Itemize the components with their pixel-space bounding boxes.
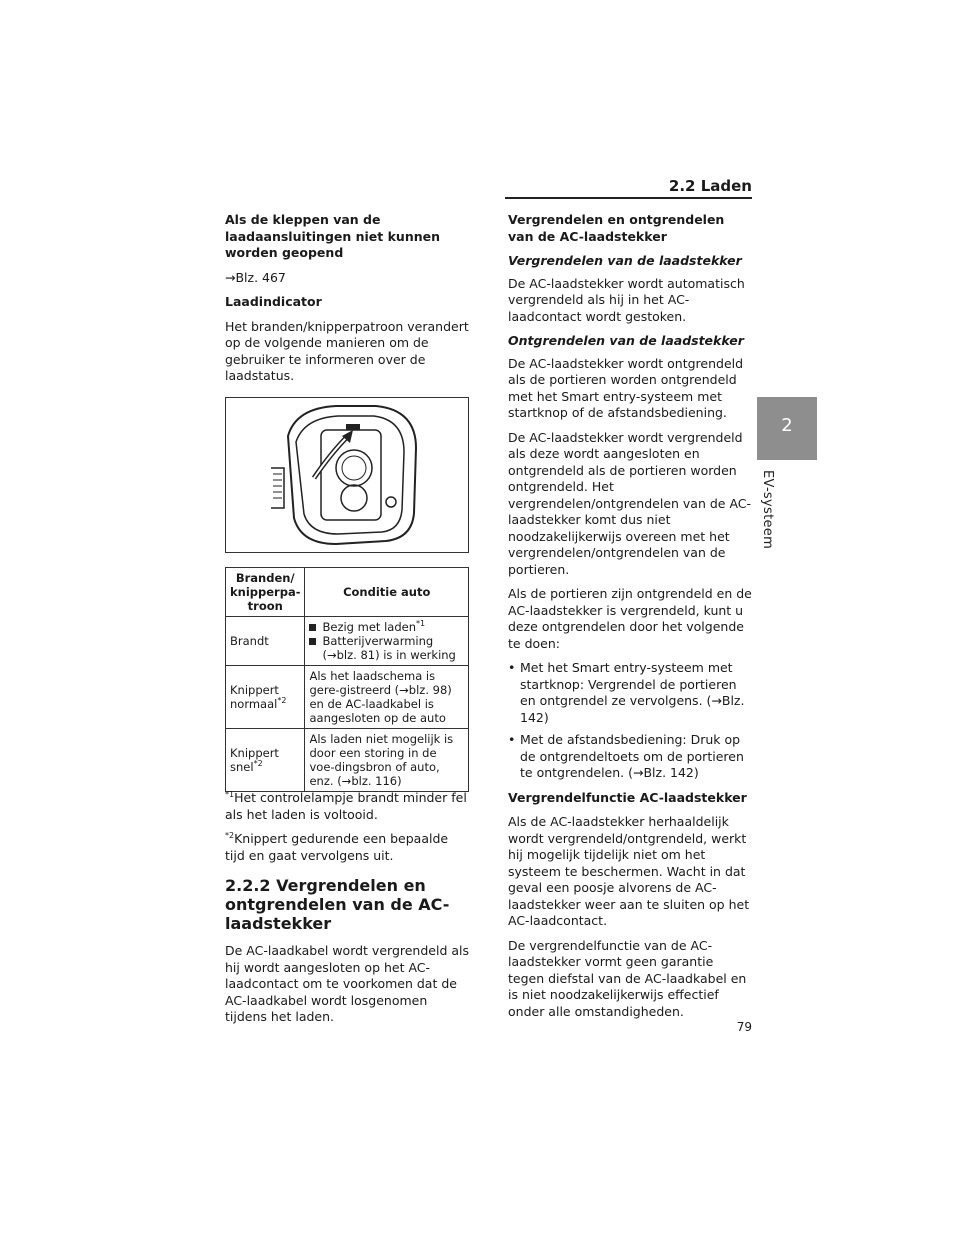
section-title: 2.2 Laden (668, 177, 752, 195)
footnote-mark: *2 (253, 759, 263, 769)
footnote-2 (225, 831, 470, 864)
table-cell-pattern: Brandt (226, 617, 305, 666)
charging-port-illustration (226, 398, 468, 552)
heading-lock-unlock: Vergrendelen en ontgrendelen van de AC-laadstekker (508, 212, 725, 244)
footnote-1-text: Het controlelampje brandt minder fel als het laden is voltooid. (225, 790, 467, 822)
heading-lock-function: Vergrendelfunctie AC-laadstekker (508, 789, 747, 805)
subheading-unlock: Ontgrendelen van de laadstekker (508, 333, 744, 348)
unlock-list (508, 660, 753, 782)
pattern-normal: Knippert normaal (230, 683, 279, 711)
condition-heating-ref: (→blz. 81) is in werking (322, 648, 456, 662)
footnote-mark: *1 (415, 619, 426, 629)
footnote-mark: *2 (225, 830, 235, 840)
chapter-label: EV-systeem (760, 470, 775, 550)
paragraph-unlock-1: De AC-laadstekker wordt ontgrendeld als de portieren worden ontgrendeld met het Smart entry-systeem met startknop of de afstandsbediening. (508, 355, 744, 420)
section-heading: 2.2.2 Vergrendelen en ontgrendelen van de AC-laadstekker (225, 876, 450, 933)
heading-indicator: Laadindicator (225, 294, 322, 309)
table-cell-pattern (226, 729, 305, 792)
table-cell-condition: Als het laadschema is gere-gistreerd (→blz. 98) en de AC-laadkabel is aangesloten op de auto (305, 666, 469, 729)
header-rule (505, 197, 752, 199)
right-column (508, 212, 753, 1028)
footnote-mark: *1 (225, 789, 235, 799)
paragraph-lock: De AC-laadstekker wordt automatisch vergrendeld als hij in het AC-laadcontact wordt gestoken. (508, 275, 745, 324)
paragraph-lock-function-2: De vergrendelfunctie van de AC-laadstekker vormt geen garantie tegen diefstal van de AC-laadkabel en is niet noodzakelijkerwijs effectief onder alle omstandigheden. (508, 937, 747, 1019)
table-row (226, 729, 469, 792)
list-item: • Met het Smart entry-systeem met startknop: Vergrendel de portieren en ontgrendel ze vervolgens. (→Blz. 142) (508, 660, 753, 726)
table-cell-condition (305, 617, 469, 666)
square-bullet-icon (309, 638, 316, 645)
table-cell-pattern (226, 666, 305, 729)
paragraph-unlock-3: Als de portieren zijn ontgrendeld en de AC-laadstekker is vergrendeld, kunt u deze ontgrendelen door het volgende te doen: (508, 586, 752, 651)
condition-charging: Bezig met laden (322, 620, 416, 634)
left-column-top (225, 212, 470, 393)
chapter-label-wrap (760, 470, 784, 550)
table-cell-condition: Als laden niet mogelijk is door een storing in de voe-dingsbron of auto, enz. (→blz. 116) (305, 729, 469, 792)
paragraph-lock-intro: De AC-laadkabel wordt vergrendeld als hij wordt aangesloten op het AC-laadcontact om te voorkomen dat de AC-laadkabel wordt losgenomen tijdens het laden. (225, 943, 470, 1024)
chapter-number: 2 (781, 415, 793, 436)
list-item: • Met de afstandsbediening: Druk op de ontgrendeltoets om de portieren te ontgrendelen. (→Blz. 142) (508, 732, 753, 782)
table-row (226, 666, 469, 729)
paragraph-indicator: Het branden/knipperpatroon verandert op de volgende manieren om de gebruiker te informeren over de laadstatus. (225, 318, 469, 383)
table-header-row (226, 568, 469, 617)
condition-line-2 (309, 634, 464, 648)
page-number: 79 (736, 1020, 752, 1034)
table-header-pattern: Branden/ knipperpa-troon (226, 568, 305, 617)
paragraph-lock-function-1: Als de AC-laadstekker herhaaldelijk wordt vergrendeld/ontgrendeld, werkt hij mogelijk tijdelijk niet om het systeem te beschermen. Wacht in dat geval een poosje alvorens de AC-laadstekker weer aan te sluiten op het AC-laadcontact. (508, 814, 750, 928)
ref-page: →Blz. 467 (225, 269, 286, 285)
table-header-condition: Conditie auto (305, 568, 469, 617)
paragraph-unlock-2: De AC-laadstekker wordt vergrendeld als deze wordt aangesloten en ontgrendeld als de portieren worden ontgrendeld. Het vergrendelen/ontgrendelen van de AC-laadstekker komt dus niet noodzakelijkerwijs overeen met het vergrendelen/ontgrendelen van de portieren. (508, 429, 752, 577)
footnote-mark: *2 (277, 696, 287, 706)
condition-line-1 (309, 620, 464, 634)
indicator-table-wrap (225, 567, 469, 792)
table-row (226, 617, 469, 666)
condition-heating: Batterijverwarming (322, 634, 434, 648)
indicator-table (225, 567, 469, 792)
footnote-2-text: Knippert gedurende een bepaalde tijd en gaat vervolgens uit. (225, 831, 449, 863)
square-bullet-icon (309, 624, 316, 631)
pattern-fast: Knippert snel (230, 746, 279, 774)
heading-flaps: Als de kleppen van de laadaansluitingen niet kunnen worden geopend (225, 212, 440, 260)
subheading-lock: Vergrendelen van de laadstekker (508, 253, 742, 268)
footnote-1 (225, 790, 470, 823)
left-column-bottom (225, 790, 470, 1034)
charging-port-figure (225, 397, 469, 553)
